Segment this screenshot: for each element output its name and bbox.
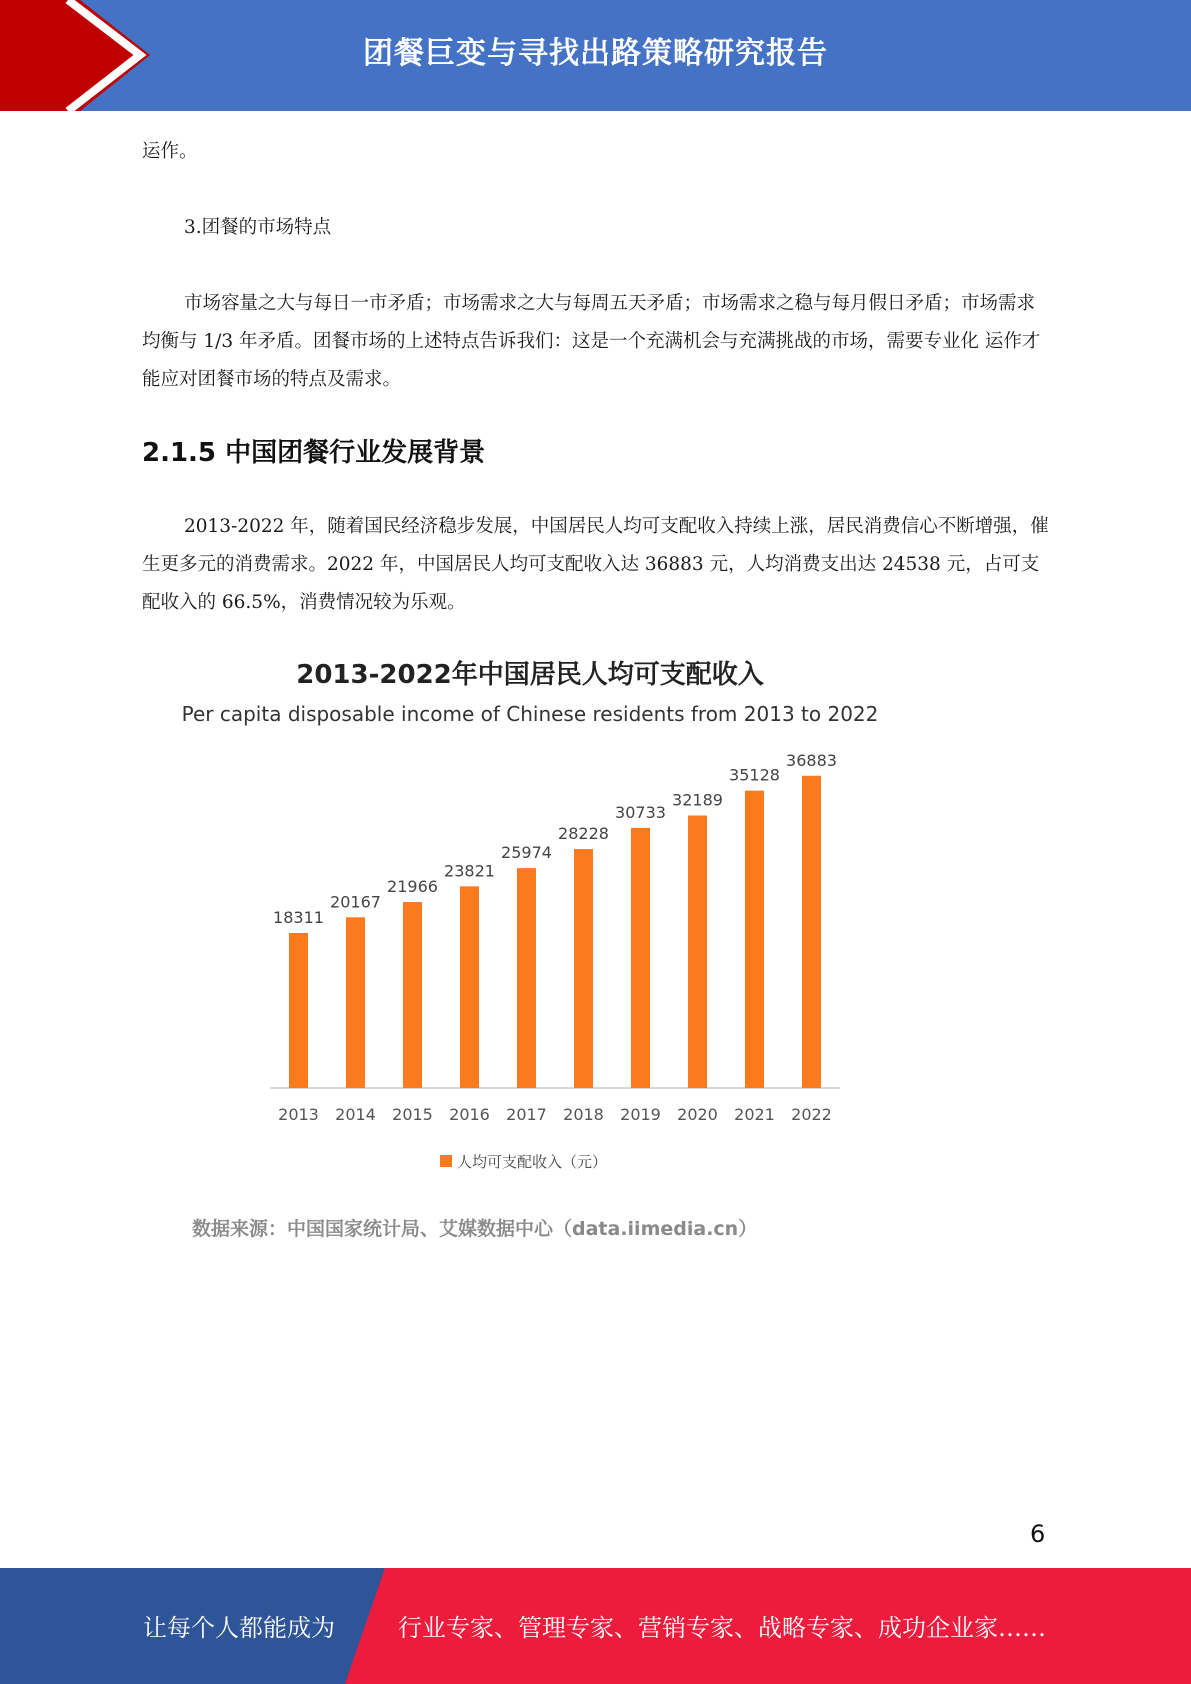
- chart-title: 2013-2022年中国居民人均可支配收入: [296, 660, 764, 690]
- chart-bar: [403, 902, 422, 1088]
- data-label: 35128: [729, 765, 780, 785]
- chart-bar: [346, 917, 365, 1088]
- section-heading: 2.1.5 中国团餐行业发展背景: [142, 438, 486, 468]
- data-label: 30733: [615, 802, 666, 822]
- chart-bar: [574, 849, 593, 1088]
- paragraph-continuation: 运作。: [142, 141, 198, 162]
- x-tick-label: 2016: [449, 1105, 490, 1124]
- page-footer: [0, 1568, 1191, 1684]
- x-tick-label: 2022: [791, 1105, 832, 1124]
- data-label: 18311: [273, 907, 324, 927]
- data-source-note: 数据来源：中国国家统计局、艾媒数据中心（data.iimedia.cn）: [192, 1218, 758, 1240]
- x-tick-label: 2013: [278, 1105, 319, 1124]
- chart-bar: [802, 776, 821, 1088]
- data-label: 25974: [501, 843, 552, 863]
- chart-subtitle: Per capita disposable income of Chinese residents from 2013 to 2022: [181, 702, 879, 726]
- page-header: [0, 0, 1191, 111]
- data-label: 32189: [672, 790, 723, 810]
- footer-slogan-left: 让每个人都能成为: [143, 1614, 335, 1642]
- data-label: 28228: [558, 824, 609, 844]
- data-label: 36883: [786, 750, 837, 770]
- chart-bar: [745, 791, 764, 1088]
- x-tick-label: 2019: [620, 1105, 661, 1124]
- paragraph-market-features: 市场容量之大与每日一市矛盾；市场需求之大与每周五天矛盾；市场需求之稳与每月假日矛盾；市场需求均衡与 1/3 年矛盾。团餐市场的上述特点告诉我们：这是一个充满机会与充满挑战的市场，需要专业化 运作才能应对团餐市场的特点及需求。: [142, 293, 1041, 390]
- x-tick-label: 2014: [335, 1105, 376, 1124]
- data-label: 21966: [387, 877, 438, 897]
- x-tick-label: 2020: [677, 1105, 718, 1124]
- page-number: 6: [1030, 1520, 1046, 1548]
- chart-bar: [289, 933, 308, 1088]
- chart-bar: [517, 868, 536, 1088]
- x-tick-label: 2017: [506, 1105, 547, 1124]
- list-item-market-features: 3.团餐的市场特点: [184, 217, 332, 238]
- chart-bar: [460, 886, 479, 1088]
- income-bar-chart: [180, 640, 880, 1240]
- chart-bar: [688, 816, 707, 1088]
- x-tick-label: 2021: [734, 1105, 775, 1124]
- legend-swatch: [440, 1155, 452, 1167]
- chart-plot: [180, 640, 880, 1240]
- x-tick-label: 2015: [392, 1105, 433, 1124]
- paragraph-background: 2013-2022 年，随着国民经济稳步发展，中国居民人均可支配收入持续上涨，居民消费信心不断增强，催生更多元的消费需求。2022 年，中国居民人均可支配收入达 36883 元，人均消费支出达 24538 元，占可支配收入的 66.5%，消费情况较为乐观。: [142, 516, 1049, 613]
- header-title: 团餐巨变与寻找出路策略研究报告: [363, 36, 828, 71]
- data-label: 23821: [444, 861, 495, 881]
- legend-label: 人均可支配收入（元）: [457, 1153, 608, 1171]
- chart-bar: [631, 828, 650, 1088]
- data-label: 20167: [330, 892, 381, 912]
- footer-slogan-right: 行业专家、管理专家、营销专家、战略专家、成功企业家……: [398, 1614, 1046, 1642]
- x-tick-label: 2018: [563, 1105, 604, 1124]
